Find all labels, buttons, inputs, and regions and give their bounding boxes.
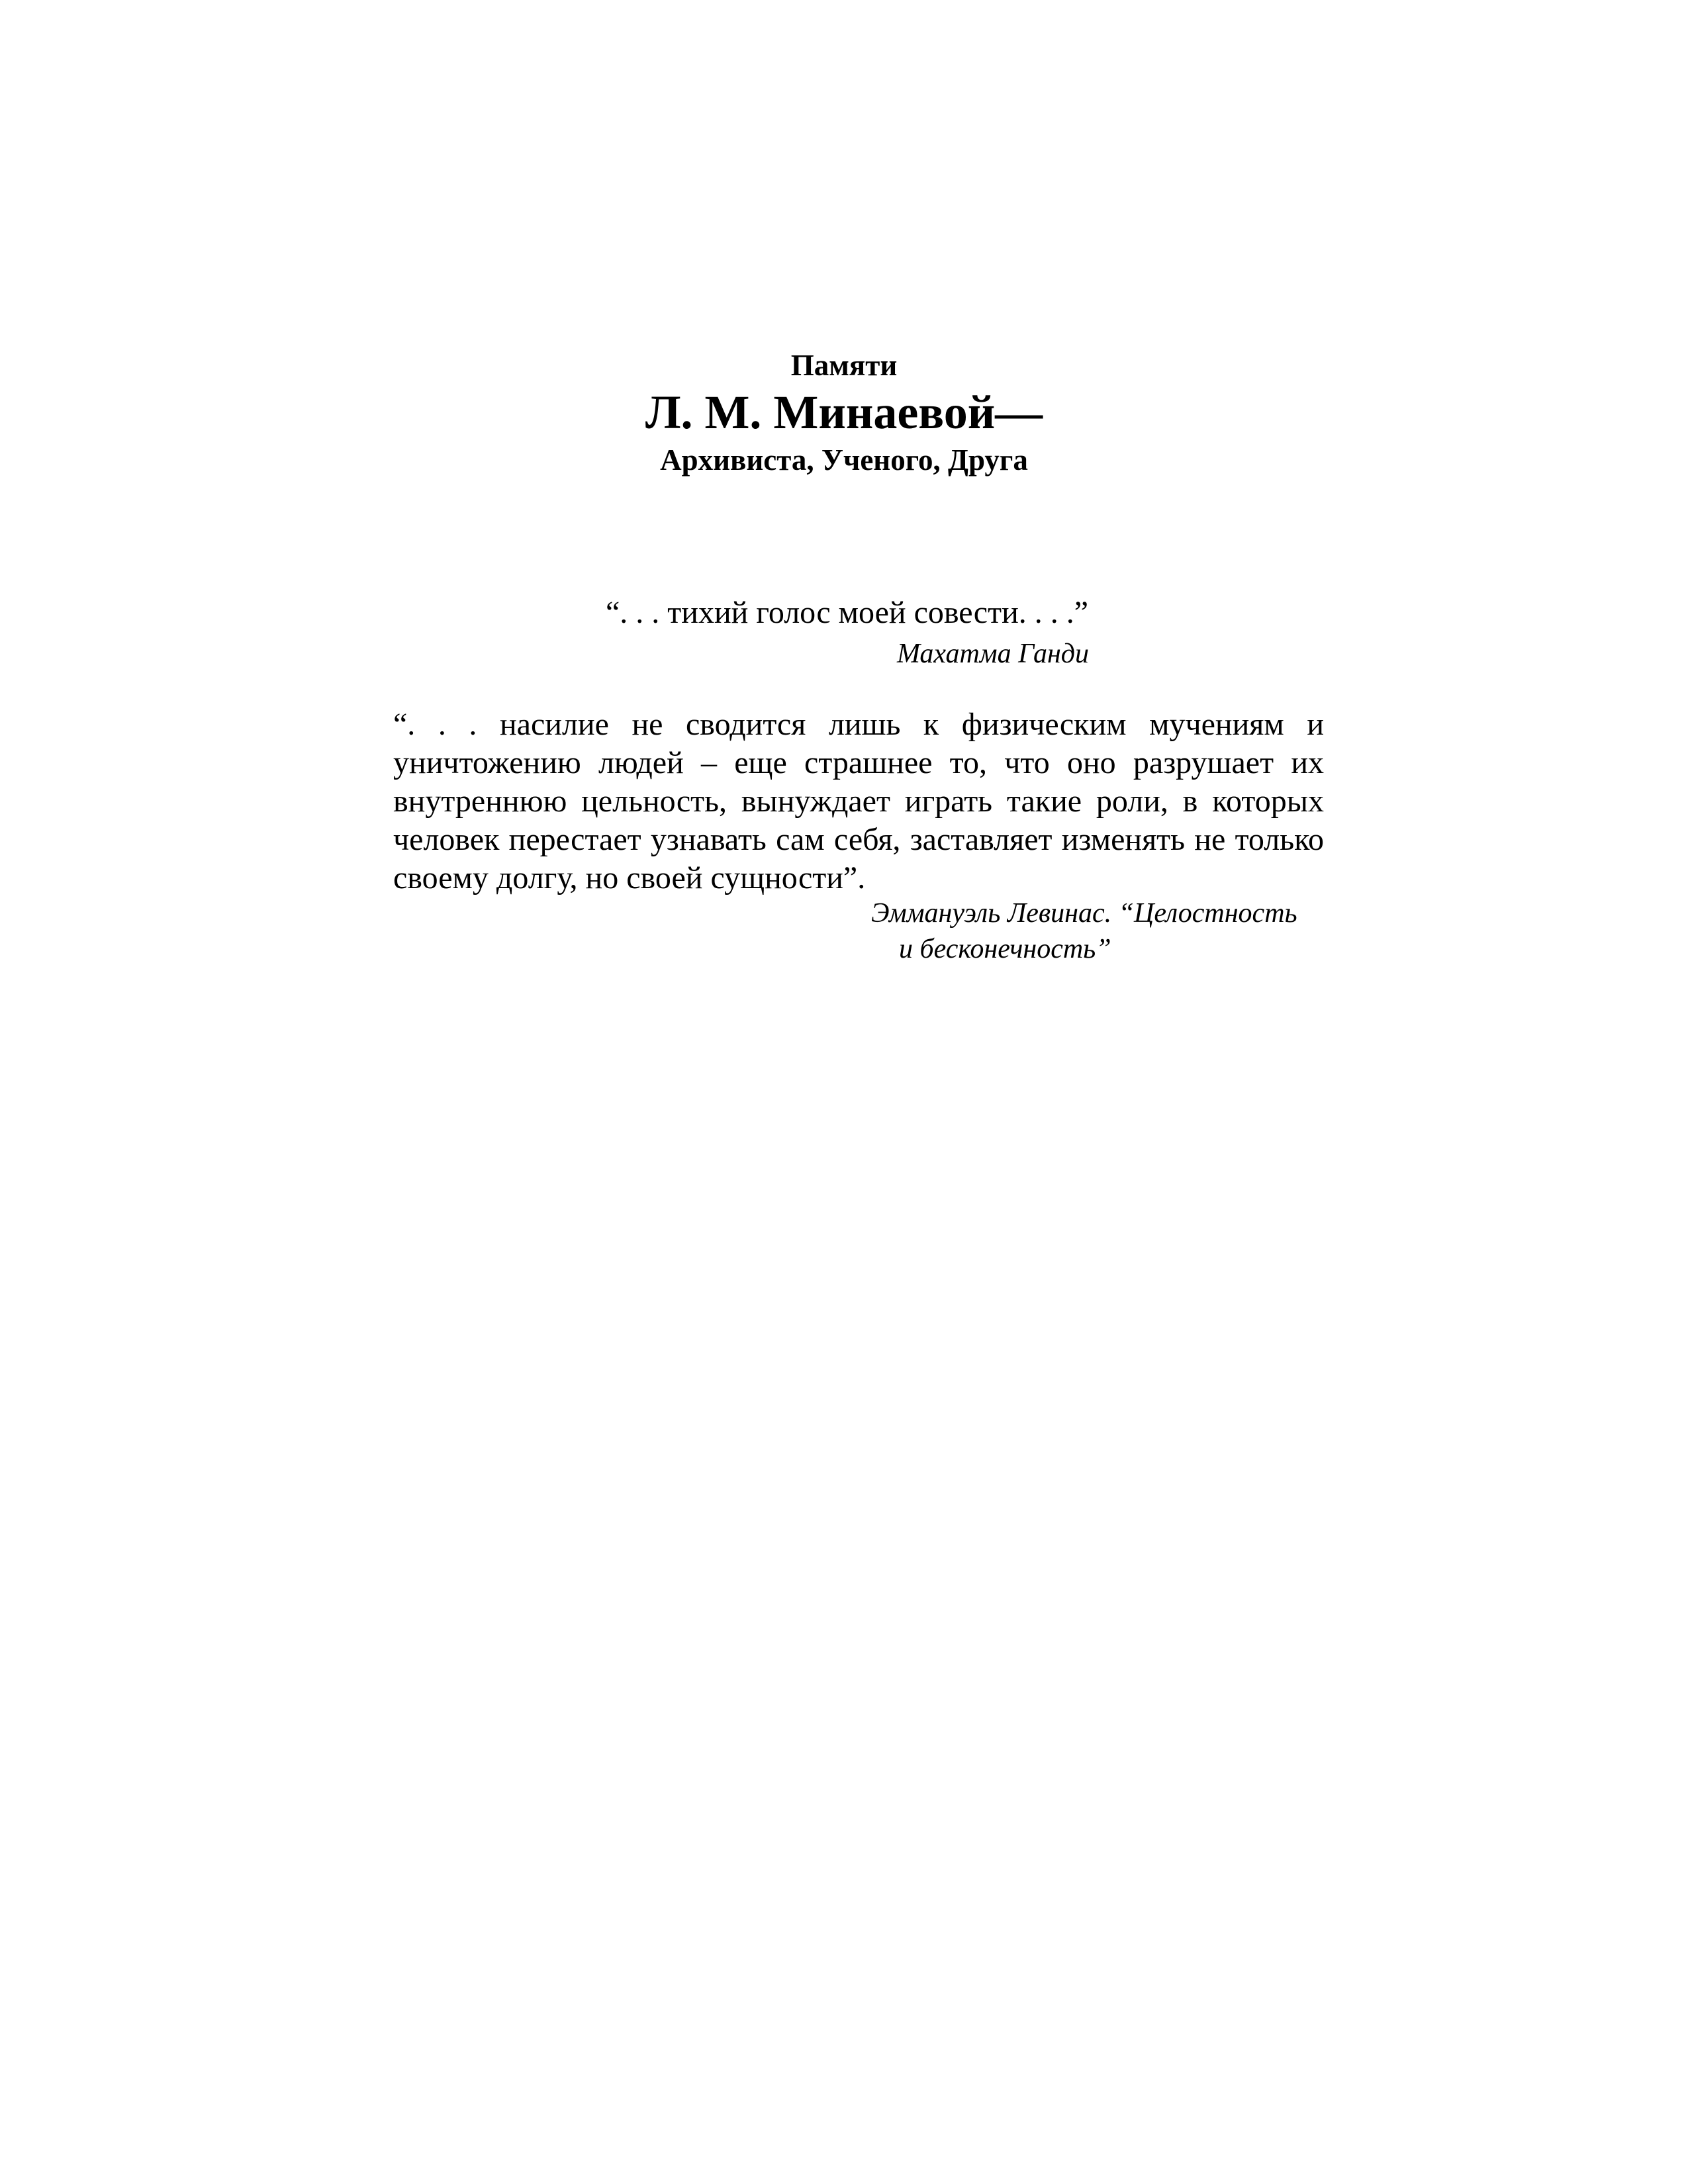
- epigraph-levinas-quote: “. . . насилие не сводится лишь к физическим мучениям и уничтожению людей – еще страшнее то, что оно разрушает их внутреннюю цельность, вынуждает играть такие роли, в которых человек перестает узнавать сам себя, заставляет изменять не только своему долгу, но своей сущности”.: [393, 707, 1324, 895]
- epigraph-levinas-attribution-line1: Эммануэль Левинас. “Целостность: [871, 898, 1297, 929]
- epigraph-levinas-attribution: [871, 895, 1297, 967]
- epigraph-levinas-attribution-line2: и бесконечность”: [899, 934, 1111, 964]
- dedication-heading: Памяти: [790, 349, 898, 382]
- dedication-roles: Архивиста, Ученого, Друга: [660, 443, 1028, 477]
- epigraph-gandhi-attribution: Махатма Ганди: [897, 639, 1090, 669]
- dedication-block: [0, 345, 1688, 479]
- dedication-name: Л. М. Минаевой—: [645, 386, 1043, 439]
- epigraph-gandhi-quote: “. . . тихий голос моей совести. . . .”: [606, 595, 1089, 630]
